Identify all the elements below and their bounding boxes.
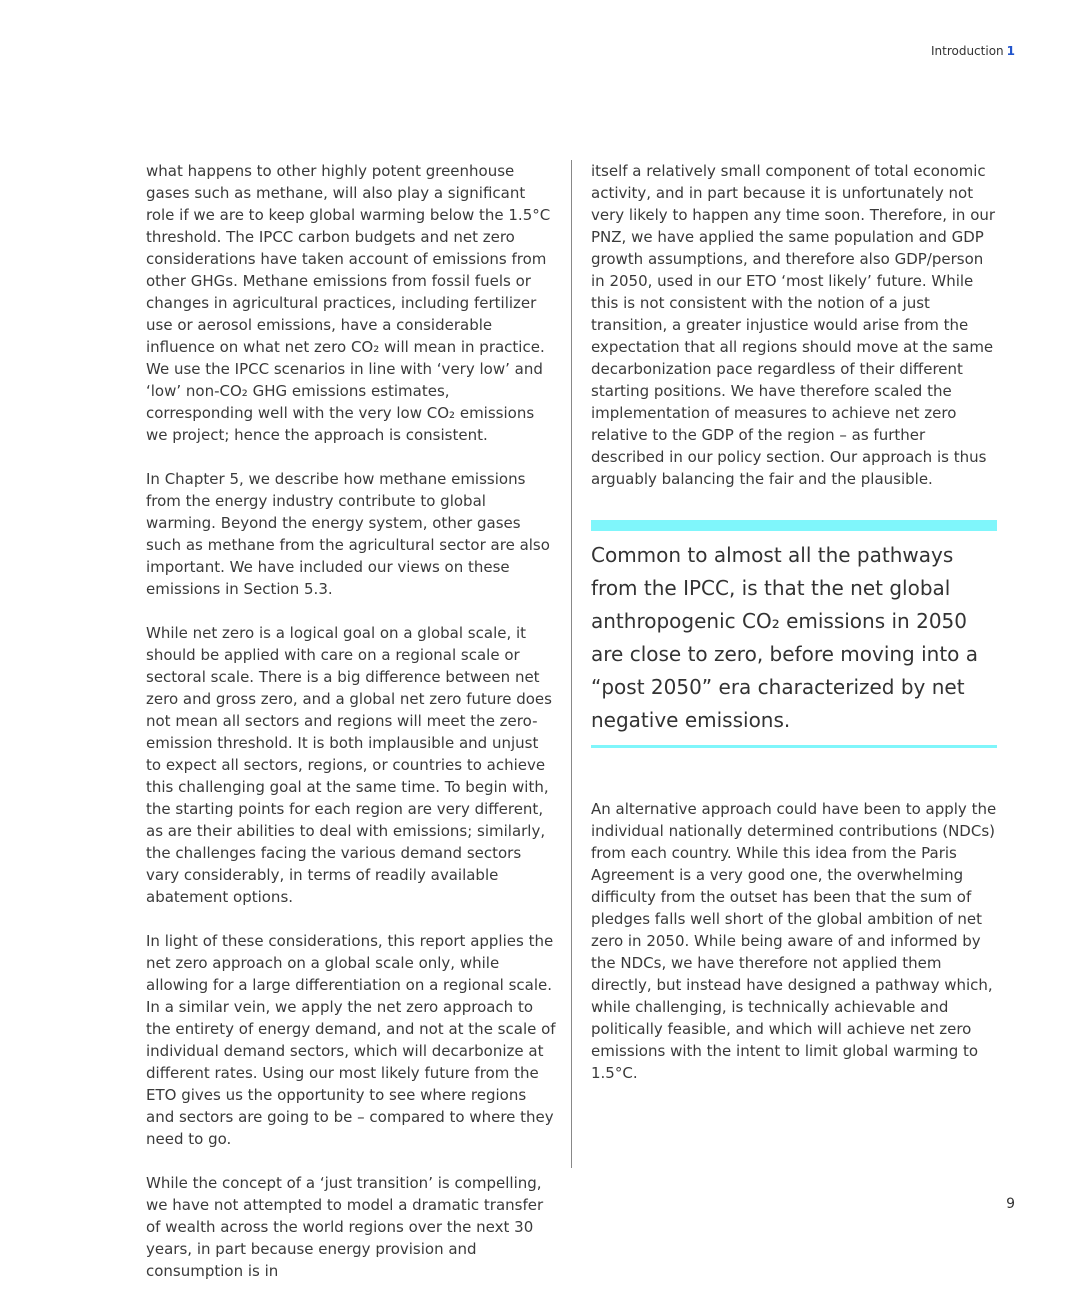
body-paragraph: An alternative approach could have been to apply the individual nationally determined contributions (NDCs) from each country. While this idea from the Paris Agreement is a very good one, the overwhelming difficulty from the outset has been that the sum of pledges falls well short of the global ambition of net zero in 2050. While being aware of and informed by the NDCs, we have therefore not applied them directly, but instead have designed a pathway which, while challenging, is technically achievable and politically feasible, and which will achieve net zero emissions with the intent to limit global warming to 1.5°C. <box>591 800 997 1082</box>
right-column-top <box>591 160 1001 512</box>
body-paragraph: what happens to other highly potent greenhouse gases such as methane, will also play a significant role if we are to keep global warming below the 1.5°C threshold. The IPCC carbon budgets and net zero considerations have taken account of emissions from other GHGs. Methane emissions from fossil fuels or changes in agricultural practices, including fertilizer use or aerosol emissions, have a considerable influence on what net zero CO₂ will mean in practice. We use the IPCC scenarios in line with ‘very low’ and ‘low’ non-CO₂ GHG emissions estimates, corresponding well with the very low CO₂ emissions we project; hence the approach is consistent. <box>146 162 551 444</box>
pull-quote-bottom-rule <box>591 745 997 748</box>
body-paragraph: itself a relatively small component of total economic activity, and in part because it is unfortunately not very likely to happen any time soon. Therefore, in our PNZ, we have applied the same population and GDP growth assumptions, and therefore also GDP/person in 2050, used in our ETO ‘most likely’ future. While this is not consistent with the notion of a just transition, a greater injustice would arise from the expectation that all regions should move at the same decarbonization pace regardless of their different starting positions. We have therefore scaled the implementation of measures to achieve net zero relative to the GDP of the region – as further described in our policy section. Our approach is thus arguably balancing the fair and the plausible. <box>591 162 996 488</box>
page-number: 9 <box>1006 1196 1015 1212</box>
body-paragraph: While the concept of a ‘just transition’ is compelling, we have not attempted to model a dramatic transfer of wealth across the world regions over the next 30 years, in part because energy provision and consumption is in <box>146 1174 544 1280</box>
header-chapter-number: 1 <box>1006 44 1015 58</box>
left-column <box>146 160 556 1304</box>
column-divider <box>571 160 572 1168</box>
body-paragraph: In light of these considerations, this report applies the net zero approach on a global scale only, while allowing for a large differentiation on a regional scale. In a similar vein, we apply the net zero approach to the entirety of energy demand, and not at the scale of individual demand sectors, which will decarbonize at different rates. Using our most likely future from the ETO gives us the opportunity to see where regions and sectors are going to be – compared to where they need to go. <box>146 932 556 1148</box>
body-paragraph: In Chapter 5, we describe how methane emissions from the energy industry contribute to global warming. Beyond the energy system, other gases such as methane from the agricultural sector are also important. We have included our views on these emissions in Section 5.3. <box>146 470 550 598</box>
right-column-bottom <box>591 798 1001 1106</box>
running-header <box>931 44 1015 58</box>
pull-quote-top-rule <box>591 520 997 531</box>
body-paragraph: While net zero is a logical goal on a global scale, it should be applied with care on a regional scale or sectoral scale. There is a big difference between net zero and gross zero, and a global net zero future does not mean all sectors and regions will meet the zero-emission threshold. It is both implausible and unjust to expect all sectors, regions, or countries to achieve this challenging goal at the same time. To begin with, the starting points for each region are very different, as are their abilities to deal with emissions; similarly, the challenges facing the various demand sectors vary considerably, in terms of readily available abatement options. <box>146 624 552 906</box>
pull-quote: Common to almost all the pathways from the IPCC, is that the net global anthropogenic CO₂ emissions in 2050 are close to zero, before moving into a “post 2050” era characterized by net negative emissions. <box>591 543 979 732</box>
header-section-title: Introduction <box>930 44 1004 58</box>
